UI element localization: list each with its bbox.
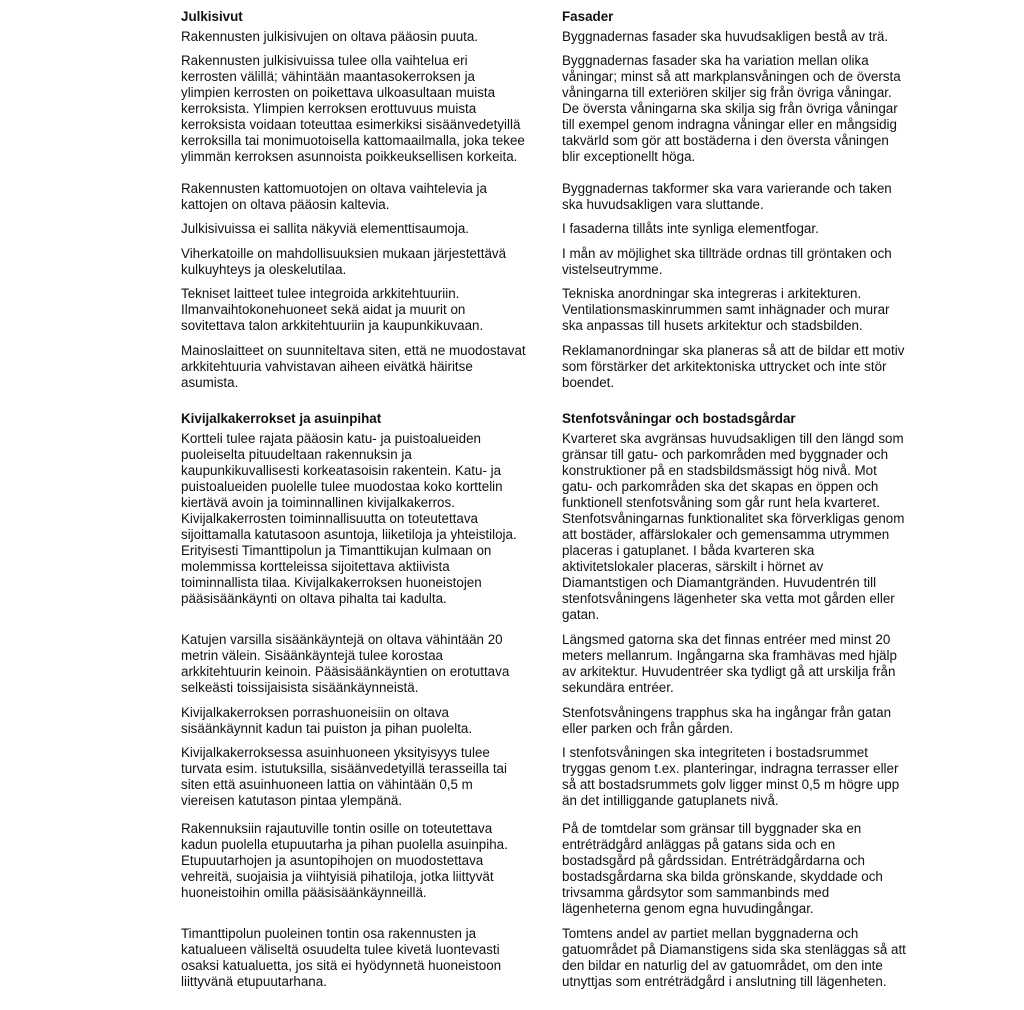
paragraph: Rakennusten kattomuotojen on oltava vaihtelevia ja kattojen on oltava pääosin kaltevia. <box>181 181 487 212</box>
paragraph: Katujen varsilla sisäänkäyntejä on oltava vähintään 20 metrin välein. Sisäänkäyntejä tulee korostaa arkkitehtuurin keinoin. Pääsisäänkäyntien on erotuttava selkeästi toissijaisista sisäänkäynneistä. <box>181 632 510 695</box>
paragraph: Julkisivuissa ei sallita näkyviä elementtisaumoja. <box>181 221 470 236</box>
paragraph: På de tomtdelar som gränsar till byggnader ska en entréträdgård anläggas på gatans sida och en bostadsgård på gårdssidan. Entréträdgårdarna och bostadsgårdarna ska bilda grönskande, skyddade och trivsamma gårdsytor som sammanbinds med lägenheterna genom egna huvudingångar. <box>562 821 883 916</box>
section-heading-julkisivut: Julkisivut <box>181 9 243 24</box>
paragraph: Mainoslaitteet on suunniteltava siten, että ne muodostavat arkkitehtuuria vahvistavan aiheen eivätkä häiritse asumista. <box>181 343 526 390</box>
paragraph: Kortteli tulee rajata pääosin katu- ja puistoalueiden puoleiselta pituudeltaan rakennuksin ja kaupunkikuvallisesti korkeatasoisin rakentein. Katu- ja puistoalueiden puolelle tulee muodostaa koko korttelin kiertävä avoin ja toiminnallinen kivijalkakerros. Kivijalkakerrosten toiminnallisuutta on toteutettava sijoittamalla katutasoon asuntoja, liiketiloja ja yhteistiloja. Erityisesti Timanttipolun ja Timanttikujan kulmaan on molemmissa kortteleissa sijoitettava aktiivista toiminnallista tilaa. Kivijalkakerroksen huoneistojen pääsisäänkäynti on oltava pihalta tai kadulta. <box>181 431 517 606</box>
paragraph: I fasaderna tillåts inte synliga elementfogar. <box>562 221 819 236</box>
paragraph: Tekniset laitteet tulee integroida arkkitehtuuriin. Ilmanvaihtokonehuoneet sekä aidat ja muurit on sovitettava talon arkkitehtuuriin ja kaupunkikuvaan. <box>181 286 484 333</box>
paragraph: Byggnadernas fasader ska huvudsakligen bestå av trä. <box>562 29 889 44</box>
paragraph: Reklamanordningar ska planeras så att de bildar ett motiv som förstärker det arkitektoniska uttrycket och inte stör boendet. <box>562 343 905 390</box>
paragraph: Rakennusten julkisivujen on oltava pääosin puuta. <box>181 29 479 44</box>
paragraph: Timanttipolun puoleinen tontin osa rakennusten ja katualueen väliseltä osuudelta tulee kivetä luontevasti osaksi katualuetta, jos sitä ei hyödynnetä huoneistoon liittyvänä etupuutarhana. <box>181 926 502 989</box>
paragraph: Viherkatoille on mahdollisuuksien mukaan järjestettävä kulkuyhteys ja oleskelutilaa. <box>181 246 507 277</box>
paragraph: Tekniska anordningar ska integreras i arkitekturen. Ventilationsmaskinrummen samt inhägnader och murar ska anpassas till husets arkitektur och stadsbilden. <box>562 286 890 333</box>
section-heading-fasader: Fasader <box>562 9 614 24</box>
paragraph: Kivijalkakerroksessa asuinhuoneen yksityisyys tulee turvata esim. istutuksilla, sisäänvedetyillä terasseilla tai siten että asuinhuoneen lattia on vähintään 0,5 m viereisen katutason pintaa ylempänä. <box>181 745 507 808</box>
paragraph: I mån av möjlighet ska tillträde ordnas till gröntaken och vistelseutrymme. <box>562 246 892 277</box>
paragraph: Rakennuksiin rajautuville tontin osille on toteutettava kadun puolella etupuutarha ja pihan puolella asuinpiha. Etupuutarhojen ja asuntopihojen on muodostettava vehreitä, suojaisia ja viihtyisiä pihatiloja, jotka liittyvät huoneistoihin omilla pääsisäänkäynneillä. <box>181 821 508 900</box>
paragraph: Byggnadernas takformer ska vara varierande och taken ska huvudsakligen vara sluttande. <box>562 181 892 212</box>
paragraph: Rakennusten julkisivuissa tulee olla vaihtelua eri kerrosten välillä; vähintään maantasokerroksen ja ylimpien kerrosten on poikettava ulkoasultaan muista kerroksista. Ylimpien kerroksen erottuvuus muista kerroksista voidaan toteuttaa esimerkiksi sisäänvedetyillä kerroksilla tai monimuotoisella kattomaailmalla, joka tekee ylimmän kerroksen asunnoista poikkeuksellisen korkeita. <box>181 53 525 164</box>
paragraph: Tomtens andel av partiet mellan byggnaderna och gatuområdet på Diamanstigens sida ska stenläggas så att den bildar en naturlig del av gatuområdet, om den inte utnyttjas som entréträdgård i anslutning till lägenheten. <box>562 926 906 989</box>
paragraph: Kivijalkakerroksen porrashuoneisiin on oltava sisäänkäynnit kadun tai puiston ja pihan puolelta. <box>181 705 473 736</box>
paragraph: Stenfotsvåningens trapphus ska ha ingångar från gatan eller parken och från gården. <box>562 705 892 736</box>
paragraph: Längsmed gatorna ska det finnas entréer med minst 20 meters mellanrum. Ingångarna ska framhävas med hjälp av arkitektur. Huvudentréer ska tydligt gå att urskilja från sekundära entréer. <box>562 632 897 695</box>
section-heading-stenfotsvaningar: Stenfotsvåningar och bostadsgårdar <box>562 411 796 426</box>
paragraph: Kvarteret ska avgränsas huvudsakligen till den längd som gränsar till gatu- och parkområden med byggnader och konstruktioner på en stadsbildsmässigt hög nivå. Mot gatu- och parkområden ska det skapas en öppen och funktionell stenfotsvåning som går runt hela kvarteret. Stenfotsvåningarnas funktionalitet ska förverkligas genom att bostäder, affärslokaler och gemensamma utrymmen placeras i gatuplanet. I båda kvarteren ska aktivitetslokaler placeras, särskilt i hörnet av Diamantstigen och Diamantgränden. Huvudentrén till stenfotsvåningens lägenheter ska vetta mot gården eller gatan. <box>562 431 905 622</box>
paragraph: Byggnadernas fasader ska ha variation mellan olika våningar; minst så att markplansvåningen och de översta våningarna till exteriören skiljer sig från övriga våningar. De översta våningarna ska skilja sig från övriga våningar till exempel genom indragna våningar eller en mångsidig takvärld som gör att bostäderna i den översta våningen blir exceptionellt höga. <box>562 53 901 164</box>
section-heading-kivijalkakerrokset: Kivijalkakerrokset ja asuinpihat <box>181 411 382 426</box>
paragraph: I stenfotsvåningen ska integriteten i bostadsrummet tryggas genom t.ex. planteringar, indragna terrasser eller så att bostadsrummets golv ligger minst 0,5 m högre upp än det intilliggande gatuplanets nivå. <box>562 745 900 808</box>
